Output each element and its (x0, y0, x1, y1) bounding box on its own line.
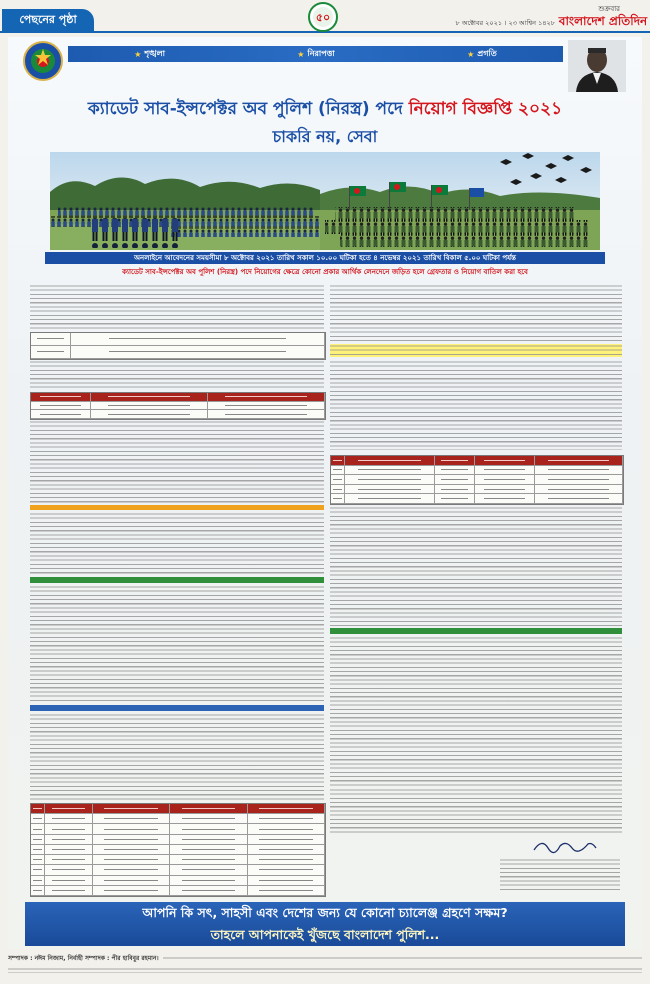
table-cell (170, 865, 247, 875)
cell-text-line (52, 869, 85, 870)
table-cell (31, 346, 71, 359)
table-cell (208, 410, 325, 419)
table-cell (435, 494, 475, 504)
motto-item (134, 48, 165, 61)
table-cell (475, 485, 535, 495)
table-cell (31, 333, 71, 346)
table-cell (170, 835, 247, 845)
motto-item (297, 48, 334, 61)
issue-day: শুক্রবার (598, 5, 620, 13)
cell-text-line (182, 808, 235, 809)
cell-text-line (225, 405, 306, 406)
cell-text-line (358, 498, 420, 499)
cell-text-line (441, 498, 468, 499)
table-cell (71, 333, 325, 346)
table-cell (93, 845, 170, 855)
table-header-cell (475, 456, 535, 466)
table-cell (170, 886, 247, 896)
ad-title-highlight: নিয়োগ বিজ্ঞপ্তি ২০২১ (408, 99, 563, 119)
cell-text-line (33, 839, 42, 840)
table-cell (331, 494, 345, 504)
cell-text-line (333, 479, 342, 480)
table-cell (45, 824, 93, 834)
cell-text-line (182, 890, 235, 891)
cell-text-line (37, 338, 64, 339)
table-cell (435, 485, 475, 495)
cell-text-line (358, 460, 420, 461)
cell-text-line (259, 880, 312, 881)
table-cell (535, 475, 623, 485)
body-paragraph (330, 506, 622, 626)
cell-text-line (108, 405, 189, 406)
imprint-line (8, 953, 642, 964)
table-cell (45, 865, 93, 875)
table-cell (435, 475, 475, 485)
table-cell (535, 485, 623, 495)
body-paragraph (30, 360, 324, 390)
body-paragraph (330, 360, 622, 450)
cell-text-line (52, 890, 85, 891)
table-header-cell (45, 804, 93, 814)
cell-text-line (109, 338, 286, 339)
imprint-editors: সম্পাদক : নঈম নিজাম, নির্বাহী সম্পাদক : পীর হাবিবুর রহমান। (8, 955, 159, 962)
cell-text-line (548, 479, 609, 480)
table-header-cell (208, 393, 325, 402)
cell-text-line (358, 469, 420, 470)
table-cell (248, 865, 325, 875)
imprint-footer (8, 953, 642, 979)
parade-photo (50, 152, 600, 250)
table-cell (45, 886, 93, 896)
cell-text-line (33, 808, 42, 809)
table-cell (331, 475, 345, 485)
table-cell (31, 886, 45, 896)
cell-text-line (104, 818, 157, 819)
table-header-cell (31, 393, 91, 402)
cell-text-line (52, 880, 85, 881)
table-cell (45, 814, 93, 824)
cell-text-line (333, 469, 342, 470)
cell-text-line (52, 818, 85, 819)
info-table (30, 332, 326, 360)
signatory-block (500, 858, 620, 892)
table-cell (31, 845, 45, 855)
table-cell (45, 876, 93, 886)
table-cell (91, 402, 208, 411)
table-cell (31, 814, 45, 824)
table-cell (45, 835, 93, 845)
table-cell (93, 824, 170, 834)
slogan-question: আপনি কি সৎ, সাহসী এবং দেশের জন্য যে কোনো চ্যালেঞ্জ গ্রহণে সক্ষম? (142, 905, 508, 920)
highlighted-paragraph (330, 344, 622, 357)
cell-text-line (33, 829, 42, 830)
body-paragraph (330, 636, 622, 786)
table-cell (93, 814, 170, 824)
table-cell (345, 485, 435, 495)
table-cell (345, 475, 435, 485)
cell-text-line (33, 880, 42, 881)
table-cell (93, 855, 170, 865)
deadline-banner: অনলাইনে আবেদনের সময়সীমা ৮ অক্টোবর ২০২১ তারিখ সকাল ১০.০০ ঘটিকা হতে ৪ নভেম্বর ২০২১ তারিখ বিকাল ৫.০০ ঘটিকা পর্যন্ত (45, 252, 605, 264)
issue-date: ৮ অক্টোবর ২০২১ । ২৩ আশ্বিন ১৪২৮ (455, 19, 555, 27)
table-cell (475, 494, 535, 504)
cell-text-line (259, 839, 312, 840)
body-paragraph (330, 284, 622, 342)
table-cell (170, 876, 247, 886)
cell-text-line (104, 859, 157, 860)
table-cell (535, 494, 623, 504)
cell-text-line (182, 839, 235, 840)
section-header-bar (30, 705, 324, 711)
table-header-cell (91, 393, 208, 402)
cell-text-line (182, 880, 235, 881)
table-cell (475, 475, 535, 485)
cell-text-line (104, 829, 157, 830)
table-header-cell (93, 804, 170, 814)
cell-text-line (109, 351, 286, 352)
cell-text-line (104, 869, 157, 870)
cell-text-line (104, 808, 157, 809)
imprint-rest (163, 956, 642, 961)
cell-text-line (182, 849, 235, 850)
table-cell (248, 835, 325, 845)
cell-text-line (441, 489, 468, 490)
portrait-photo (568, 40, 626, 92)
table-cell (248, 824, 325, 834)
table-cell (535, 466, 623, 476)
cell-text-line (441, 460, 468, 461)
motto-item (467, 48, 497, 61)
signature-mark (530, 836, 600, 856)
ad-title-main: ক্যাডেট সাব-ইন্সপেক্টর অব পুলিশ (নিরস্ত্র) পদে (87, 99, 409, 119)
table-cell (248, 886, 325, 896)
cell-text-line (548, 469, 609, 470)
motto-label: নিরাপত্তা (307, 48, 335, 58)
motto-band (68, 46, 563, 62)
star-icon: ★ (134, 49, 142, 59)
cell-text-line (333, 498, 342, 499)
slogan-answer: তাহলে আপনাকেই খুঁজছে বাংলাদেশ পুলিশ... (210, 927, 440, 942)
cell-text-line (259, 869, 312, 870)
table-cell (248, 855, 325, 865)
cell-text-line (333, 489, 342, 490)
table-header-cell (331, 456, 345, 466)
table-cell (170, 824, 247, 834)
cell-text-line (182, 859, 235, 860)
table-cell (345, 466, 435, 476)
highlighted-text (330, 344, 622, 357)
body-paragraph (330, 788, 622, 834)
motto-label: শৃঙ্খলা (144, 48, 165, 58)
cell-text-line (259, 818, 312, 819)
body-paragraph (30, 512, 324, 574)
eligibility-table (30, 392, 326, 420)
table-cell (170, 814, 247, 824)
cell-text-line (441, 469, 468, 470)
table-cell (31, 855, 45, 865)
exam-venue-table (30, 803, 326, 897)
section-tab: পেছনের পৃষ্ঠা (2, 9, 94, 31)
cell-text-line (259, 808, 312, 809)
emblem-number: ৫০ (315, 11, 331, 24)
table-cell (71, 346, 325, 359)
cell-text-line (104, 880, 157, 881)
cell-text-line (259, 849, 312, 850)
ad-title (30, 96, 620, 122)
cell-text-line (358, 479, 420, 480)
cell-text-line (484, 469, 525, 470)
cell-text-line (484, 460, 525, 461)
masthead-logo[interactable]: বাংলাদেশ প্রতিদিন (558, 14, 648, 28)
table-cell (248, 845, 325, 855)
cell-text-line (484, 479, 525, 480)
cell-text-line (104, 890, 157, 891)
table-cell (93, 876, 170, 886)
cell-text-line (225, 414, 306, 415)
table-header-cell (435, 456, 475, 466)
table-cell (248, 876, 325, 886)
table-cell (31, 824, 45, 834)
cell-text-line (33, 869, 42, 870)
slogan-band (25, 902, 625, 946)
cell-text-line (52, 859, 85, 860)
cell-text-line (40, 396, 81, 397)
table-cell (170, 855, 247, 865)
exam-schedule-table (330, 455, 624, 505)
table-cell (91, 410, 208, 419)
table-header-cell (535, 456, 623, 466)
table-cell (93, 886, 170, 896)
cell-text-line (108, 414, 189, 415)
table-header-cell (345, 456, 435, 466)
table-cell (93, 835, 170, 845)
cell-text-line (259, 829, 312, 830)
body-paragraph (30, 713, 324, 801)
section-header-bar (30, 577, 324, 583)
cell-text-line (52, 839, 85, 840)
table-cell (31, 876, 45, 886)
star-icon: ★ (297, 49, 305, 59)
cell-text-line (37, 351, 64, 352)
cell-text-line (548, 498, 609, 499)
table-cell (31, 410, 91, 419)
cell-text-line (548, 489, 609, 490)
ad-subtitle: চাকরি নয়, সেবা (272, 127, 378, 146)
table-cell (170, 845, 247, 855)
table-cell (45, 845, 93, 855)
cell-text-line (33, 859, 42, 860)
section-header-bar (330, 628, 622, 634)
cell-text-line (104, 839, 157, 840)
cell-text-line (259, 890, 312, 891)
cell-text-line (484, 489, 525, 490)
cell-text-line (52, 849, 85, 850)
table-cell (331, 466, 345, 476)
cell-text-line (104, 849, 157, 850)
table-cell (345, 494, 435, 504)
table-cell (248, 814, 325, 824)
table-cell (93, 865, 170, 875)
cell-text-line (40, 414, 81, 415)
table-header-cell (248, 804, 325, 814)
cell-text-line (33, 849, 42, 850)
motto-label: প্রগতি (477, 48, 497, 58)
cell-text-line (33, 890, 42, 891)
table-cell (45, 855, 93, 865)
imprint-line (8, 967, 642, 973)
cell-text-line (40, 405, 81, 406)
cell-text-line (358, 489, 420, 490)
cell-text-line (52, 808, 85, 809)
table-cell (31, 835, 45, 845)
cell-text-line (182, 818, 235, 819)
table-cell (435, 466, 475, 476)
table-cell (208, 402, 325, 411)
table-cell (31, 865, 45, 875)
body-paragraph (30, 420, 324, 504)
cell-text-line (52, 829, 85, 830)
cell-text-line (182, 829, 235, 830)
table-cell (331, 485, 345, 495)
cell-text-line (484, 498, 525, 499)
cell-text-line (441, 479, 468, 480)
table-cell (31, 402, 91, 411)
table-header-cell (170, 804, 247, 814)
warning-notice: ক্যাডেট সাব-ইন্সপেক্টর অব পুলিশ (নিরস্ত্র) পদে নিয়োগের ক্ষেত্রে কোনো প্রকার আর্থিক লেনদেনে জড়িত হলে গ্রেফতার ও নিয়োগ বাতিল করা হবে (122, 268, 528, 276)
table-cell (475, 466, 535, 476)
section-header-bar (30, 505, 324, 510)
cell-text-line (108, 396, 189, 397)
cell-text-line (182, 869, 235, 870)
police-badge-icon (22, 40, 64, 82)
cell-text-line (548, 460, 609, 461)
table-header-cell (31, 804, 45, 814)
jubilee-emblem-icon (300, 1, 346, 33)
cell-text-line (259, 859, 312, 860)
body-paragraph (30, 284, 324, 330)
star-icon: ★ (467, 49, 475, 59)
cell-text-line (225, 396, 306, 397)
body-paragraph (30, 585, 324, 703)
cell-text-line (33, 818, 42, 819)
cell-text-line (333, 460, 342, 461)
